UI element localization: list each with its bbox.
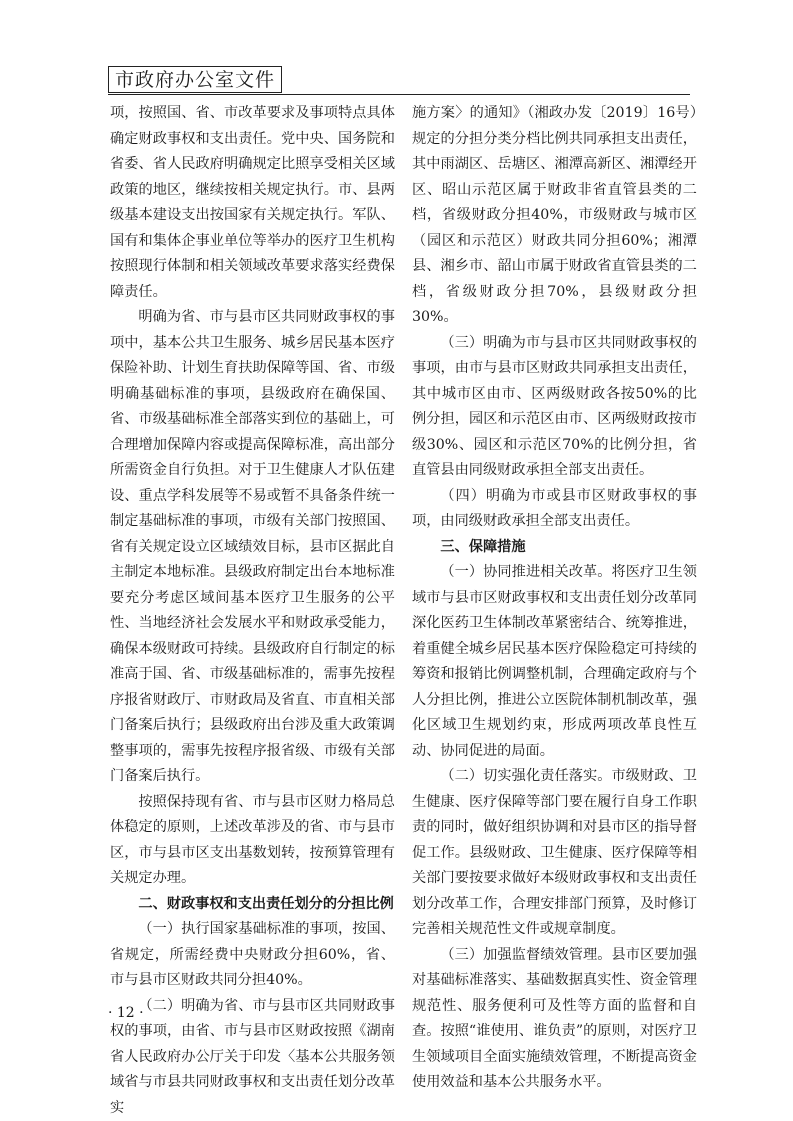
section-heading: 三、保障措施: [412, 535, 697, 561]
paragraph: 项，按照国、省、市改革要求及事项特点具体确定财政事权和支出责任。党中央、国务院和省委、省人民政府明确规定比照享受相关区域政策的地区，继续按相关规定执行。市、县两级基本建设支出按国家有关规定执行。军队、国有和集体企事业单位等举办的医疗卫生机构按照现行体制和相关领域改革要求落实经费保障责任。: [110, 101, 395, 305]
page-number: · 12 ·: [108, 1005, 144, 1021]
paragraph: （二）切实强化责任落实。市级财政、卫生健康、医疗保障等部门要在履行自身工作职责的同时，做好组织协调和对县市区的指导督促工作。县级财政、卫生健康、医疗保障等相关部门要按要求做好本级财政事权和支出责任划分改革工作，合理安排部门预算，及时修订完善相关规范性文件或规章制度。: [412, 764, 697, 943]
paragraph: （一）协同推进相关改革。将医疗卫生领域市与县市区财政事权和支出责任划分改革同深化医药卫生体制改革紧密结合、统筹推进，着重健全城乡居民基本医疗保险稳定可持续的筹资和报销比例调整机制，合理确定政府与个人分担比例，推进公立医院体制机制改革，强化区域卫生规划约束，形成两项改革良性互动、协同促进的局面。: [412, 560, 697, 764]
header-rule: [108, 94, 690, 95]
left-column: [110, 101, 395, 1121]
paragraph: （四）明确为市或县市区财政事权的事项，由同级财政承担全部支出责任。: [412, 484, 697, 535]
paragraph: 明确为省、市与县市区共同财政事权的事项中，基本公共卫生服务、城乡居民基本医疗保险补助、计划生育扶助保障等国、省、市级明确基础标准的事项，县级政府在确保国、省、市级基础标准全部落实到位的基础上，可合理增加保障内容或提高保障标准，高出部分所需资金自行负担。对于卫生健康人才队伍建设、重点学科发展等不易或暂不具备条件统一制定基础标准的事项，市级有关部门按照国、省有关规定设立区域绩效目标，县市区据此自主制定本地标准。县级政府制定出台本地标准要充分考虑区域间基本医疗卫生服务的公平性、当地经济社会发展水平和财政承受能力，确保本级财政可持续。县级政府自行制定的标准高于国、省、市级基础标准的，需事先按程序报省财政厅、市财政局及省直、市直相关部门备案后执行；县级政府出台涉及重大政策调整事项的，需事先按程序报省级、市级有关部门备案后执行。: [110, 305, 395, 790]
paragraph: （二）明确为省、市与县市区共同财政事权的事项，由省、市与县市区财政按照《湖南省人民政府办公厅关于印发〈基本公共服务领域省与市县共同财政事权和支出责任划分改革实: [110, 994, 395, 1121]
paragraph: 按照保持现有省、市与县市区财力格局总体稳定的原则，上述改革涉及的省、市与县市区，市与县市区支出基数划转，按预算管理有关规定办理。: [110, 790, 395, 892]
paragraph: （一）执行国家基础标准的事项，按国、省规定，所需经费中央财政分担60%，省、市与县市区财政共同分担40%。: [110, 917, 395, 994]
section-heading: 二、财政事权和支出责任划分的分担比例: [110, 892, 395, 918]
paragraph: 施方案〉的通知》（湘政办发〔2019〕16号）规定的分担分类分档比例共同承担支出责任，其中雨湖区、岳塘区、湘潭高新区、湘潭经开区、昭山示范区属于财政非省直管县类的二档，省级财政分担40%，市级财政与城市区（园区和示范区）财政共同分担60%；湘潭县、湘乡市、韶山市属于财政省直管县类的二档，省级财政分担70%，县级财政分担30%。: [412, 101, 697, 331]
right-column: [412, 101, 697, 1096]
running-header: [108, 66, 282, 93]
header-title: 市政府办公室文件: [108, 66, 282, 93]
paragraph: （三）明确为市与县市区共同财政事权的事项，由市与县市区财政共同承担支出责任，其中城市区由市、区两级财政各按50%的比例分担，园区和示范区由市、区两级财政按市级30%、园区和示范区70%的比例分担，省直管县由同级财政承担全部支出责任。: [412, 331, 697, 484]
paragraph: （三）加强监督绩效管理。县市区要加强对基础标准落实、基础数据真实性、资金管理规范性、服务便利可及性等方面的监督和自查。按照“谁使用、谁负责”的原则，对医疗卫生领域项目全面实施绩效管理，不断提高资金使用效益和基本公共服务水平。: [412, 943, 697, 1096]
